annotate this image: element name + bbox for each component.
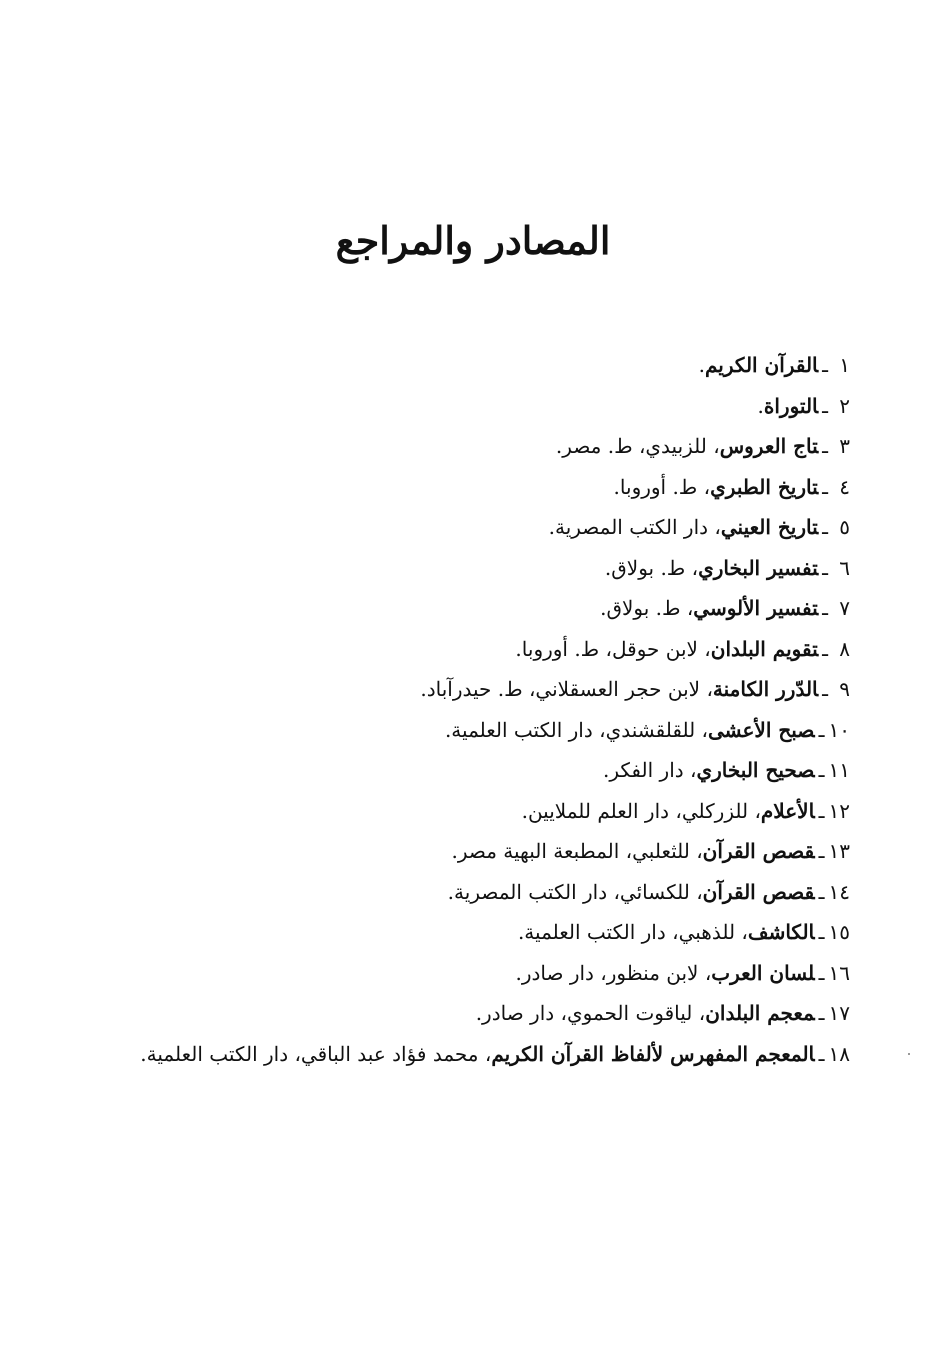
- reference-title: صحيح البخاري: [696, 758, 815, 782]
- separator-dash: ـ: [822, 393, 828, 418]
- reference-number: ١١: [828, 758, 850, 782]
- separator-dash: ـ: [822, 434, 828, 458]
- reference-item: [110, 872, 850, 913]
- reference-title: تقويم البلدان: [710, 636, 819, 661]
- reference-details: .: [757, 393, 764, 418]
- reference-details: .: [698, 353, 705, 377]
- reference-details: ، ط. بولاق.: [600, 596, 694, 620]
- reference-title: تاريخ الطبري: [710, 474, 819, 499]
- separator-dash: ـ: [818, 839, 825, 863]
- separator-dash: ـ: [822, 474, 828, 499]
- reference-item: [110, 507, 850, 548]
- reference-title: قصص القرآن: [702, 879, 815, 904]
- separator-dash: ـ: [818, 879, 825, 904]
- references-list: [110, 345, 850, 1071]
- reference-number: ٧: [839, 596, 850, 620]
- reference-item: [110, 629, 850, 670]
- reference-item: [110, 791, 850, 832]
- reference-details: ، للزركلي، دار العلم للملايين.: [521, 798, 761, 823]
- reference-details: ، لياقوت الحموي، دار صادر.: [475, 1001, 706, 1025]
- reference-number: ١٧: [828, 1001, 850, 1025]
- reference-item: [110, 953, 850, 994]
- reference-item: [110, 588, 850, 629]
- reference-item: [110, 1034, 850, 1071]
- reference-title: الدّرر الكامنة: [712, 677, 819, 701]
- reference-number: ٤: [839, 474, 850, 499]
- reference-number: ١٣: [828, 839, 850, 863]
- reference-item: [110, 426, 850, 467]
- reference-details: ، للثعلبي، المطبعة البهية مصر.: [451, 839, 703, 863]
- separator-dash: ـ: [818, 717, 825, 742]
- reference-item: [110, 912, 850, 953]
- reference-number: ٨: [839, 636, 850, 661]
- reference-number: ٩: [839, 677, 850, 701]
- reference-details: ، للزبيدي، ط. مصر.: [555, 434, 720, 458]
- reference-title: لسان العرب: [711, 960, 815, 985]
- reference-item: [110, 548, 850, 589]
- reference-item: [110, 467, 850, 508]
- reference-title: قصص القرآن: [702, 839, 815, 863]
- reference-details: ، للذهبي، دار الكتب العلمية.: [517, 920, 748, 944]
- reference-title: تاج العروس: [719, 434, 819, 458]
- reference-item: [110, 345, 850, 386]
- separator-dash: ـ: [818, 920, 825, 944]
- reference-number: ١٠: [828, 717, 850, 742]
- reference-item: [110, 750, 850, 791]
- reference-title: صبح الأعشى: [707, 717, 815, 742]
- reference-details: ، لابن منظور، دار صادر.: [515, 960, 712, 985]
- reference-details: ، ط. بولاق.: [604, 555, 699, 580]
- reference-number: ٥: [839, 515, 850, 539]
- reference-number: ١٢: [828, 798, 850, 823]
- separator-dash: ـ: [818, 1001, 825, 1025]
- reference-number: ١: [839, 353, 850, 377]
- reference-title: تاريخ العيني: [720, 515, 819, 539]
- reference-details: ، ط. أوروبا.: [613, 474, 711, 499]
- separator-dash: ـ: [818, 798, 825, 823]
- reference-details: ، للكسائي، دار الكتب المصرية.: [447, 879, 703, 904]
- scan-speck: [908, 1053, 910, 1055]
- reference-number: ٣: [839, 434, 850, 458]
- reference-number: ١٦: [828, 960, 850, 985]
- reference-details: ، دار الكتب المصرية.: [548, 515, 721, 539]
- reference-title: تفسير البخاري: [698, 555, 819, 580]
- reference-item: [110, 993, 850, 1034]
- reference-title: الأعلام: [760, 798, 815, 823]
- reference-details: ، للقلقشندي، دار الكتب العلمية.: [444, 717, 708, 742]
- reference-title: معجم البلدان: [705, 1001, 815, 1025]
- reference-number: ١٤: [828, 879, 850, 904]
- reference-item: [110, 669, 850, 710]
- separator-dash: ـ: [818, 758, 825, 782]
- page-title: المصادر والمراجع: [335, 218, 611, 263]
- reference-title: المعجم المفهرس لألفاظ القرآن الكريم: [491, 1041, 815, 1066]
- separator-dash: ـ: [822, 677, 828, 701]
- reference-title: الكاشف: [747, 920, 815, 944]
- reference-item: [110, 710, 850, 751]
- reference-item: [110, 386, 850, 427]
- reference-title: التوراة: [763, 393, 819, 418]
- reference-number: ١٥: [828, 920, 850, 944]
- reference-details: ، محمد فؤاد عبد الباقي، دار الكتب العلمية.: [140, 1041, 492, 1066]
- reference-number: ١٨: [828, 1041, 850, 1066]
- reference-title: تفسير الألوسي: [693, 596, 819, 620]
- reference-details: ، دار الفكر.: [602, 758, 697, 782]
- separator-dash: ـ: [822, 636, 828, 661]
- reference-number: ٢: [839, 393, 850, 418]
- separator-dash: ـ: [818, 1041, 825, 1066]
- reference-title: القرآن الكريم: [704, 353, 819, 377]
- reference-number: ٦: [839, 555, 850, 580]
- reference-item: [110, 831, 850, 872]
- separator-dash: ـ: [822, 353, 828, 377]
- separator-dash: ـ: [822, 596, 828, 620]
- reference-details: ، لابن حوقل، ط. أوروبا.: [515, 636, 711, 661]
- reference-details: ، لابن حجر العسقلاني، ط. حيدرآباد.: [420, 677, 713, 701]
- separator-dash: ـ: [822, 515, 828, 539]
- separator-dash: ـ: [822, 555, 828, 580]
- separator-dash: ـ: [818, 960, 825, 985]
